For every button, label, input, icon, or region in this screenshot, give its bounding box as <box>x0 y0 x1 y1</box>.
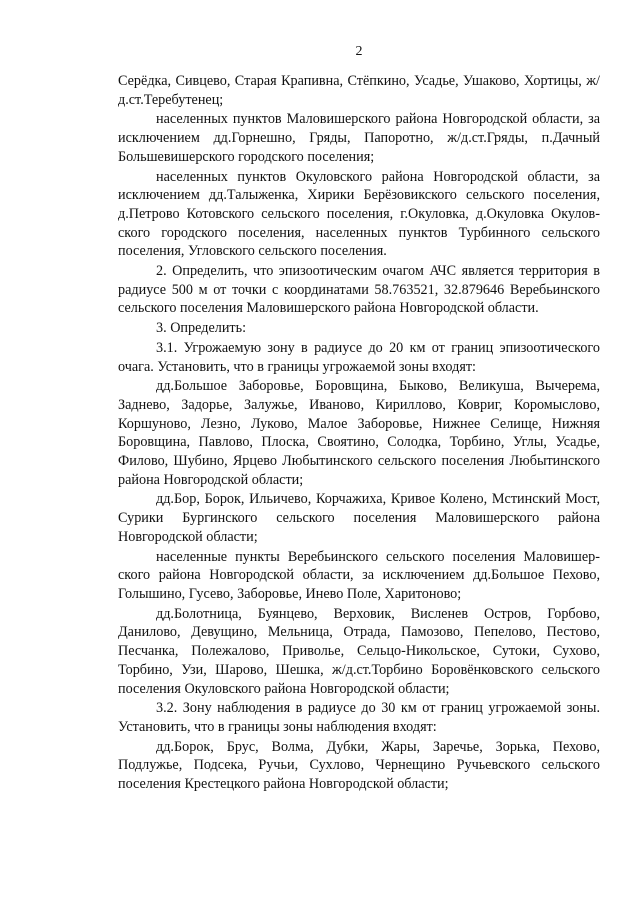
paragraph-item-3: 3. Определить: <box>156 320 247 337</box>
paragraph-okulovka-exclusions: населенных пунктов Окуловского района Новгородской области, за исключением дд.Талыженка, Хирики Берёзовикского сельского поселения, д.Петрово Котовского сельского поселения, г.Окуловка, д.Окуловка Окуловского городского поселения, населенных пунктов Турбинного сельского поселения, Угловского сельского поселения. <box>118 168 600 260</box>
document-body <box>118 72 600 794</box>
paragraph-lyubytino-villages: дд.Большое Заборовье, Боровщина, Быково, Великуша, Вычерема, Заднево, Задорье, Залужье, Иваново, Кириллово, Ковриг, Коромыслово, Коршуново, Лезно, Луково, Малое Заборовье, Нижнее Селище, Нижняя Боровщина, Павлово, Плоска, Своятино, Солодка, Торбино, Углы, Усадье, Филово, Шубино, Ярцево Любытинского сельского поселения Любытинского района Новгородской области; <box>118 378 600 488</box>
paragraph-burga-villages: дд.Бор, Борок, Ильичево, Корчажиха, Кривое Колено, Мстинский Мост, Сурики Бургинского сельского поселения Маловишерского района Новгородской области; <box>118 491 600 545</box>
paragraph-ruchyi-villages: дд.Борок, Брус, Волма, Дубки, Жары, Заречье, Зорька, Пехово, Подлужье, Подсека, Ручьи, Сухлово, Чернещино Ручьевского сельского поселения Крестецкого района Новгородской области; <box>118 738 600 793</box>
paragraph-verebye-settlements: населенные пункты Веребьинского сельского поселения Маловишерского района Новгородской области, за исключением дд.Большое Пехово, Голышино, Гусево, Заборовье, Инево Поле, Харитоново; <box>118 548 600 602</box>
paragraph-item-2-focus: 2. Определить, что эпизоотическим очагом АЧС является территория в радиусе 500 м от точки с координатами 58.763521, 32.879646 Веребьинского сельского поселения Маловишерского района Новгородской области. <box>118 263 600 317</box>
paragraph-item-3-2-observation-zone: 3.2. Зону наблюдения в радиусе до 30 км от границ угрожаемой зоны. Установить, что в границы зоны наблюдения входят: <box>118 700 600 735</box>
paragraph-item-3-1-threatened-zone: 3.1. Угрожаемую зону в радиусе до 20 км от границ эпизоотического очага. Установить, что в границы угрожаемой зоны входят: <box>118 339 600 375</box>
paragraph-continuation: Серёдка, Сивцево, Старая Крапивна, Стёпкино, Усадье, Ушаково, Хортицы, ж/д.ст.Теребутенец; <box>118 73 600 108</box>
paragraph-borovenka-villages: дд.Болотница, Буянцево, Верховик, Висленев Остров, Горбово, Данилово, Девущино, Мельница, Отрада, Памозово, Пепелово, Пестово, Песчанка, Полежалово, Приволье, Сельцо-Никольское, Сутоки, Сухово, Торбино, Узи, Шарово, Шешка, ж/д.ст.Торбино Боровёнковского сельского поселения Окуловского района Новгородской области; <box>118 605 600 697</box>
paragraph-malovishera-exclusions: населенных пунктов Маловишерского района Новгородской области, за исключением дд.Горнешно, Гряды, Папоротно, ж/д.ст.Гряды, п.Дачный Большевишерского городского поселения; <box>118 111 600 165</box>
page-number: 2 <box>355 44 363 59</box>
